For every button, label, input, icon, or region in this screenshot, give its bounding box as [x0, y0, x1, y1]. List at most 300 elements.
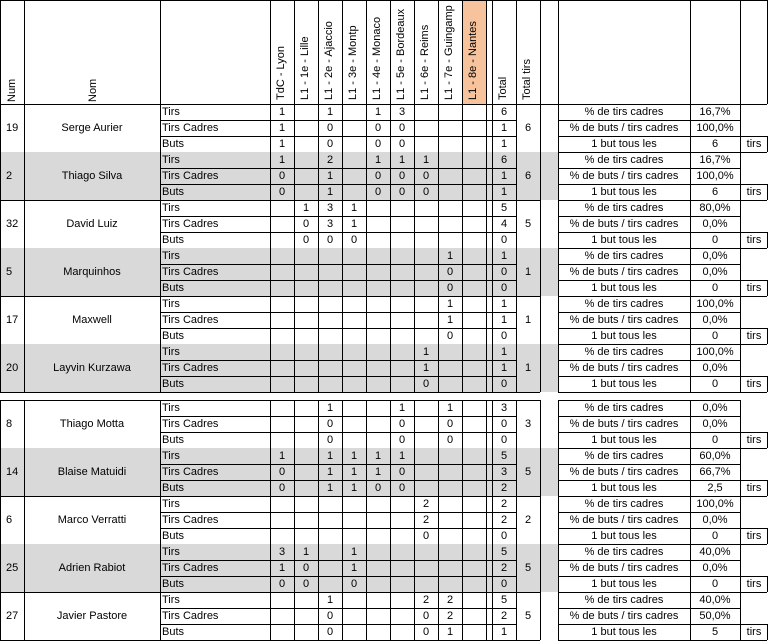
match-value	[294, 376, 318, 392]
match-value: 1	[350, 466, 358, 478]
match-value: 1	[278, 138, 286, 150]
match-value	[366, 528, 390, 544]
match-value	[342, 432, 366, 448]
stat-label: % de buts / tirs cadres	[569, 122, 679, 134]
match-value: 0	[350, 578, 358, 590]
match-value: 3	[278, 546, 286, 558]
grid-line-v	[270, 104, 271, 152]
grid-line-v	[540, 400, 541, 448]
stat-value: 0,0%	[702, 562, 728, 574]
player-name: Marquinhos	[63, 266, 121, 278]
match-value	[342, 280, 366, 296]
total-value: 1	[500, 122, 508, 134]
match-value	[438, 232, 462, 248]
match-value	[270, 312, 294, 328]
grid-line-v	[0, 544, 1, 592]
match-value	[390, 376, 414, 392]
stat-value: 100,0%	[696, 346, 734, 358]
match-value: 1	[278, 450, 286, 462]
match-value	[318, 512, 342, 528]
match-value	[318, 528, 342, 544]
grid-line-v	[516, 200, 517, 248]
match-value: 3	[398, 106, 406, 118]
match-value	[462, 360, 486, 376]
row-label: Tirs	[162, 250, 180, 262]
grid-line-v	[24, 496, 25, 544]
grid-line-v	[366, 592, 367, 640]
match-value: 0	[446, 330, 454, 342]
match-value	[414, 464, 438, 480]
match-value	[438, 560, 462, 576]
match-value: 1	[278, 106, 286, 118]
grid-line-v	[492, 296, 493, 344]
stat-label: 1 but tous les	[591, 186, 657, 198]
stat-label: 1 but tous les	[591, 234, 657, 246]
match-value: 0	[398, 122, 406, 134]
match-value	[366, 576, 390, 592]
match-value: 0	[398, 186, 406, 198]
match-value: 1	[422, 346, 430, 358]
match-value	[462, 104, 486, 120]
match-value	[294, 528, 318, 544]
grid-line-v	[558, 400, 559, 448]
player-number: 27	[6, 610, 19, 622]
match-value	[342, 512, 366, 528]
grid-line-v	[270, 496, 271, 544]
header-match: L1 - 3e - Montp	[347, 25, 359, 100]
row-label: Buts	[162, 626, 185, 638]
header-match: L1 - 4e - Monaco	[371, 16, 383, 100]
match-value: 0	[398, 170, 406, 182]
total-value: 1	[500, 346, 508, 358]
match-value	[342, 624, 366, 640]
grid-line-h	[0, 392, 540, 393]
grid-line-v	[0, 296, 1, 344]
row-label: Tirs	[162, 298, 180, 310]
header-match: L1 - 5e - Bordeaux	[395, 8, 407, 100]
grid-line-v	[740, 496, 741, 544]
total-value: 1	[500, 298, 508, 310]
match-value	[390, 312, 414, 328]
grid-line-v	[516, 296, 517, 344]
total-value: 2	[500, 498, 508, 510]
match-value: 1	[446, 314, 454, 326]
match-value	[366, 216, 390, 232]
match-value	[318, 312, 342, 328]
grid-line-v	[492, 104, 493, 152]
match-value: 0	[326, 418, 334, 430]
match-value	[342, 264, 366, 280]
header-match: L1 - 8e - Nantes	[467, 21, 479, 100]
grid-line-v	[486, 448, 487, 496]
grid-line-v	[270, 200, 271, 248]
total-value: 0	[500, 282, 508, 294]
grid-line-h	[740, 200, 767, 201]
stat-label: % de tirs cadres	[584, 250, 664, 262]
total-tirs-value: 5	[524, 610, 532, 622]
player-name: Blaise Matuidi	[57, 466, 127, 478]
grid-line-v	[558, 0, 559, 104]
match-value	[294, 592, 318, 608]
match-value: 0	[398, 418, 406, 430]
match-value	[342, 400, 366, 416]
total-value: 2	[500, 482, 508, 494]
match-value	[438, 512, 462, 528]
match-value	[366, 544, 390, 560]
header-total-tirs: Total tirs	[521, 59, 533, 100]
grid-line-h	[558, 296, 740, 297]
grid-line-v	[294, 0, 295, 104]
grid-line-v	[540, 448, 541, 496]
match-value: 0	[326, 610, 334, 622]
match-value	[270, 232, 294, 248]
grid-line-v	[24, 200, 25, 248]
match-value: 1	[398, 402, 406, 414]
grid-line-h	[558, 168, 740, 169]
player-name: Marco Verratti	[57, 514, 127, 526]
row-label: Tirs	[162, 450, 180, 462]
match-value	[462, 248, 486, 264]
match-value	[318, 544, 342, 560]
match-value	[438, 464, 462, 480]
stat-value: 0,0%	[702, 418, 728, 430]
row-label: Tirs Cadres	[162, 418, 219, 430]
stat-value: 0	[711, 234, 719, 246]
match-value	[342, 120, 366, 136]
grid-line-h	[0, 0, 768, 1]
grid-line-v	[366, 496, 367, 544]
grid-line-v	[318, 592, 319, 640]
match-value	[342, 608, 366, 624]
grid-line-h	[558, 624, 740, 625]
match-value: 1	[278, 562, 286, 574]
match-value: 2	[446, 610, 454, 622]
total-value: 2	[500, 514, 508, 526]
grid-line-h	[558, 152, 740, 153]
stat-label: % de tirs cadres	[584, 450, 664, 462]
stat-unit: tirs	[746, 482, 762, 494]
match-value	[270, 328, 294, 344]
stat-value: 80,0%	[699, 202, 731, 214]
match-value: 0	[374, 122, 382, 134]
grid-line-h	[558, 328, 740, 329]
grid-line-h	[558, 248, 740, 249]
player-number: 6	[6, 514, 13, 526]
stat-value: 0,0%	[702, 362, 728, 374]
match-value	[270, 528, 294, 544]
grid-line-h	[740, 232, 767, 233]
grid-line-v	[492, 496, 493, 544]
match-value	[414, 448, 438, 464]
stat-value: 0	[711, 378, 719, 390]
stat-value: 40,0%	[699, 546, 731, 558]
match-value	[318, 496, 342, 512]
match-value: 1	[278, 154, 286, 166]
grid-line-v	[390, 496, 391, 544]
total-value: 0	[500, 234, 508, 246]
match-value: 2	[422, 594, 430, 606]
stat-label: % de buts / tirs cadres	[569, 466, 679, 478]
match-value	[462, 120, 486, 136]
match-value	[414, 104, 438, 120]
total-value: 3	[500, 466, 508, 478]
match-value	[462, 280, 486, 296]
match-value: 2	[446, 594, 454, 606]
total-tirs-value: 5	[524, 466, 532, 478]
match-value: 0	[278, 482, 286, 494]
match-value	[342, 136, 366, 152]
total-tirs-value: 6	[524, 122, 532, 134]
total-value: 1	[500, 626, 508, 638]
grid-line-v	[342, 152, 343, 200]
grid-line-h	[740, 592, 767, 593]
match-value	[390, 248, 414, 264]
match-value: 3	[326, 218, 334, 230]
row-label: Buts	[162, 186, 185, 198]
total-value: 3	[500, 402, 508, 414]
match-value	[294, 184, 318, 200]
match-value	[294, 296, 318, 312]
grid-line-v	[390, 344, 391, 392]
grid-line-v	[438, 400, 439, 448]
grid-line-v	[342, 104, 343, 152]
match-value	[462, 376, 486, 392]
grid-line-v	[558, 592, 559, 640]
total-value: 1	[500, 186, 508, 198]
grid-line-v	[740, 344, 741, 392]
match-value	[414, 200, 438, 216]
match-value	[462, 416, 486, 432]
total-value: 6	[500, 106, 508, 118]
grid-line-h	[558, 136, 740, 137]
grid-line-v	[366, 104, 367, 152]
match-value	[318, 248, 342, 264]
stat-unit: tirs	[746, 138, 762, 150]
match-value: 0	[374, 170, 382, 182]
grid-line-h	[740, 448, 767, 449]
grid-line-v	[516, 592, 517, 640]
total-tirs-value: 5	[524, 218, 532, 230]
grid-line-v	[342, 0, 343, 104]
stat-value: 0	[711, 282, 719, 294]
grid-line-v	[342, 296, 343, 344]
stat-label: % de buts / tirs cadres	[569, 170, 679, 182]
row-label: Tirs	[162, 546, 180, 558]
grid-line-h	[740, 624, 767, 625]
grid-line-h	[558, 280, 740, 281]
match-value	[462, 432, 486, 448]
grid-line-v	[486, 544, 487, 592]
player-name: David Luiz	[66, 218, 118, 230]
total-value: 0	[500, 330, 508, 342]
grid-line-v	[486, 152, 487, 200]
match-value	[294, 432, 318, 448]
grid-line-v	[390, 248, 391, 296]
player-number: 8	[6, 418, 13, 430]
match-value: 0	[278, 466, 286, 478]
player-name: Thiago Silva	[61, 170, 123, 182]
match-value: 0	[326, 138, 334, 150]
match-value	[366, 624, 390, 640]
grid-line-v	[294, 296, 295, 344]
match-value	[438, 496, 462, 512]
grid-line-v	[740, 448, 741, 496]
grid-line-v	[558, 448, 559, 496]
match-value	[366, 312, 390, 328]
grid-line-v	[294, 592, 295, 640]
match-value	[414, 416, 438, 432]
row-label: Tirs Cadres	[162, 514, 219, 526]
grid-line-v	[318, 152, 319, 200]
match-value	[366, 608, 390, 624]
match-value	[294, 512, 318, 528]
grid-line-h	[558, 464, 740, 465]
grid-line-h	[558, 560, 740, 561]
grid-line-v	[492, 0, 493, 104]
total-value: 1	[500, 250, 508, 262]
match-value	[438, 168, 462, 184]
match-value: 0	[422, 170, 430, 182]
grid-line-v	[690, 0, 691, 104]
match-value	[294, 104, 318, 120]
stat-unit: tirs	[746, 186, 762, 198]
stat-label: 1 but tous les	[591, 378, 657, 390]
match-value	[414, 216, 438, 232]
grid-line-h	[740, 184, 767, 185]
grid-line-v	[0, 400, 1, 448]
grid-line-v	[366, 0, 367, 104]
grid-line-v	[462, 104, 463, 152]
match-value: 0	[446, 434, 454, 446]
match-value	[366, 416, 390, 432]
match-value	[318, 560, 342, 576]
match-value	[318, 344, 342, 360]
match-value: 1	[326, 594, 334, 606]
match-value	[462, 232, 486, 248]
match-value: 1	[326, 186, 334, 198]
total-value: 1	[500, 170, 508, 182]
match-value: 0	[302, 562, 310, 574]
grid-line-h	[558, 344, 740, 345]
stat-label: % de buts / tirs cadres	[569, 362, 679, 374]
grid-line-v	[462, 400, 463, 448]
match-value	[270, 376, 294, 392]
total-value: 2	[500, 610, 508, 622]
stat-value: 0	[711, 434, 719, 446]
grid-line-v	[740, 0, 741, 104]
match-value	[438, 576, 462, 592]
grid-line-h	[740, 480, 767, 481]
grid-line-v	[516, 448, 517, 496]
grid-line-v	[414, 592, 415, 640]
total-value: 0	[500, 530, 508, 542]
stat-label: % de tirs cadres	[584, 546, 664, 558]
match-value	[294, 312, 318, 328]
row-label: Tirs	[162, 594, 180, 606]
stat-value: 0,0%	[702, 402, 728, 414]
match-value	[390, 592, 414, 608]
grid-line-v	[690, 592, 691, 640]
match-value: 0	[326, 626, 334, 638]
total-tirs-value: 1	[524, 266, 532, 278]
match-value	[414, 576, 438, 592]
grid-line-h	[558, 120, 740, 121]
player-number: 25	[6, 562, 19, 574]
grid-line-v	[690, 200, 691, 248]
grid-line-v	[540, 592, 541, 640]
player-number: 14	[6, 466, 19, 478]
match-value	[270, 400, 294, 416]
match-value	[390, 200, 414, 216]
grid-line-h	[558, 184, 740, 185]
match-value	[342, 328, 366, 344]
stat-value: 0,0%	[702, 314, 728, 326]
match-value	[342, 296, 366, 312]
match-value	[294, 280, 318, 296]
match-value	[462, 544, 486, 560]
match-value: 1	[302, 202, 310, 214]
grid-line-v	[414, 200, 415, 248]
grid-line-v	[558, 104, 559, 152]
stat-label: % de tirs cadres	[584, 594, 664, 606]
grid-line-v	[270, 544, 271, 592]
match-value	[390, 216, 414, 232]
grid-line-v	[0, 0, 1, 104]
grid-line-v	[294, 400, 295, 448]
match-value: 0	[422, 626, 430, 638]
grid-line-v	[516, 400, 517, 448]
grid-line-v	[438, 496, 439, 544]
match-value	[294, 264, 318, 280]
match-value: 0	[278, 578, 286, 590]
match-value	[414, 312, 438, 328]
grid-line-v	[318, 248, 319, 296]
grid-line-v	[0, 200, 1, 248]
grid-line-v	[516, 152, 517, 200]
total-tirs-value: 3	[524, 418, 532, 430]
match-value	[270, 344, 294, 360]
grid-line-v	[540, 200, 541, 248]
grid-line-v	[366, 200, 367, 248]
match-value	[390, 264, 414, 280]
match-value	[390, 512, 414, 528]
grid-line-h	[558, 512, 740, 513]
grid-line-v	[390, 104, 391, 152]
match-value	[366, 432, 390, 448]
grid-line-v	[414, 544, 415, 592]
grid-line-v	[24, 296, 25, 344]
match-value	[294, 608, 318, 624]
grid-line-v	[558, 344, 559, 392]
match-value	[462, 328, 486, 344]
grid-line-v	[690, 248, 691, 296]
header-match: TdC - Lyon	[275, 45, 287, 100]
grid-line-v	[740, 152, 741, 200]
stat-value: 0,0%	[702, 514, 728, 526]
grid-line-v	[414, 448, 415, 496]
grid-line-v	[740, 296, 741, 344]
match-value	[366, 496, 390, 512]
match-value: 1	[326, 106, 334, 118]
grid-line-v	[558, 496, 559, 544]
grid-line-v	[390, 448, 391, 496]
match-value	[294, 120, 318, 136]
grid-line-h	[0, 400, 540, 401]
grid-line-h	[558, 200, 740, 201]
grid-line-v	[0, 248, 1, 296]
grid-line-h	[558, 376, 740, 377]
match-value	[270, 416, 294, 432]
